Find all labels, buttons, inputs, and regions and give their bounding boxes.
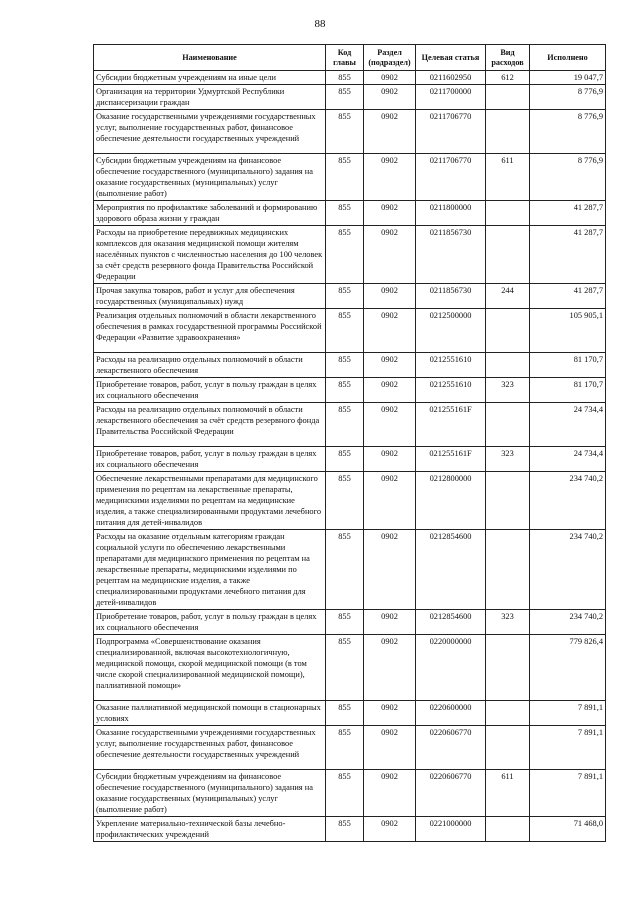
- cell-section: 0902: [364, 472, 416, 530]
- cell-code: 855: [326, 447, 364, 472]
- cell-code: 855: [326, 726, 364, 770]
- cell-expense-type: 244: [486, 284, 530, 309]
- header-name: Наименование: [94, 45, 326, 71]
- cell-executed: 8 776,9: [530, 110, 606, 154]
- cell-article: 0211800000: [416, 201, 486, 226]
- cell-expense-type: [486, 110, 530, 154]
- cell-code: 855: [326, 472, 364, 530]
- cell-article: 0211700000: [416, 85, 486, 110]
- cell-section: 0902: [364, 378, 416, 403]
- cell-expense-type: [486, 403, 530, 447]
- cell-name: Приобретение товаров, работ, услуг в пользу граждан в целях их социального обеспечения: [94, 610, 326, 635]
- table-row: [94, 817, 606, 842]
- cell-executed: 8 776,9: [530, 85, 606, 110]
- cell-executed: 7 891,1: [530, 701, 606, 726]
- cell-section: 0902: [364, 701, 416, 726]
- table-row: [94, 201, 606, 226]
- table-row: [94, 530, 606, 610]
- cell-name: Расходы на реализацию отдельных полномочий в области лекарственного обеспечения за счёт средств резервного фонда Правительства Российской Федерации: [94, 403, 326, 447]
- cell-section: 0902: [364, 110, 416, 154]
- cell-code: 855: [326, 403, 364, 447]
- cell-section: 0902: [364, 201, 416, 226]
- page-number: 88: [314, 18, 326, 30]
- cell-article: 0211602950: [416, 71, 486, 85]
- cell-section: 0902: [364, 530, 416, 610]
- table-row: [94, 472, 606, 530]
- cell-expense-type: [486, 635, 530, 701]
- cell-name: Оказание государственными учреждениями государственных услуг, выполнение государственных работ, финансовое обеспечение деятельности государственных учреждений: [94, 726, 326, 770]
- cell-name: Субсидии бюджетным учреждениям на финансовое обеспечение государственного (муниципального) задания на оказание государственных (муниципальных) услуг (выполнение работ): [94, 770, 326, 817]
- table-row: [94, 447, 606, 472]
- table-row: [94, 85, 606, 110]
- cell-name: Приобретение товаров, работ, услуг в пользу граждан в целях их социального обеспечения: [94, 447, 326, 472]
- cell-executed: 7 891,1: [530, 770, 606, 817]
- cell-article: 021255161F: [416, 447, 486, 472]
- table-row: [94, 226, 606, 284]
- header-article: Целевая статья: [416, 45, 486, 71]
- cell-expense-type: [486, 530, 530, 610]
- cell-expense-type: [486, 309, 530, 353]
- cell-article: 021255161F: [416, 403, 486, 447]
- cell-expense-type: 611: [486, 770, 530, 817]
- cell-article: 0212500000: [416, 309, 486, 353]
- cell-executed: 234 740,2: [530, 530, 606, 610]
- cell-article: 0220606770: [416, 726, 486, 770]
- table-row: [94, 154, 606, 201]
- cell-expense-type: [486, 817, 530, 842]
- table-row: [94, 71, 606, 85]
- cell-name: Расходы на оказание отдельным категориям граждан социальной услуги по обеспечению лекарственными препаратами для медицинского применения по рецептам на лекарственные препараты, медицинскими изделиями по рецептам на медицинские изделия, а также специализированными продуктами лечебного питания для детей-инвалидов: [94, 530, 326, 610]
- budget-table: [93, 44, 606, 842]
- cell-executed: 24 734,4: [530, 403, 606, 447]
- cell-article: 0220000000: [416, 635, 486, 701]
- cell-code: 855: [326, 610, 364, 635]
- cell-article: 0212551610: [416, 353, 486, 378]
- cell-article: 0211856730: [416, 284, 486, 309]
- table-row: [94, 110, 606, 154]
- cell-name: Приобретение товаров, работ, услуг в пользу граждан в целях их социального обеспечения: [94, 378, 326, 403]
- cell-code: 855: [326, 635, 364, 701]
- cell-executed: 19 047,7: [530, 71, 606, 85]
- cell-expense-type: [486, 701, 530, 726]
- table-row: [94, 309, 606, 353]
- table-row: [94, 701, 606, 726]
- cell-executed: 24 734,4: [530, 447, 606, 472]
- header-section: Раздел (подраздел): [364, 45, 416, 71]
- cell-executed: 105 905,1: [530, 309, 606, 353]
- cell-section: 0902: [364, 403, 416, 447]
- cell-executed: 7 891,1: [530, 726, 606, 770]
- cell-section: 0902: [364, 309, 416, 353]
- cell-executed: 234 740,2: [530, 610, 606, 635]
- cell-executed: 41 287,7: [530, 201, 606, 226]
- cell-code: 855: [326, 110, 364, 154]
- cell-code: 855: [326, 530, 364, 610]
- cell-expense-type: [486, 353, 530, 378]
- header-expense-type: Вид расходов: [486, 45, 530, 71]
- cell-name: Оказание государственными учреждениями государственных услуг, выполнение государственных работ, финансовое обеспечение деятельности государственных учреждений: [94, 110, 326, 154]
- table-row: [94, 284, 606, 309]
- cell-code: 855: [326, 154, 364, 201]
- cell-name: Подпрограмма «Совершенствование оказания специализированной, включая высокотехнологичную, медицинской помощи, скорой медицинской помощи (в том числе скорой специализированной медицинской помощи), паллиативной помощи»: [94, 635, 326, 701]
- cell-article: 0212551610: [416, 378, 486, 403]
- table-row: [94, 770, 606, 817]
- cell-name: Организация на территории Удмуртской Республики диспансеризации граждан: [94, 85, 326, 110]
- cell-expense-type: [486, 726, 530, 770]
- cell-section: 0902: [364, 726, 416, 770]
- table-row: [94, 353, 606, 378]
- cell-executed: 81 170,7: [530, 353, 606, 378]
- cell-section: 0902: [364, 154, 416, 201]
- cell-name: Субсидии бюджетным учреждениям на финансовое обеспечение государственного (муниципального) задания на оказание государственных (муниципальных) услуг (выполнение работ): [94, 154, 326, 201]
- cell-name: Укрепление материально-технической базы лечебно-профилактических учреждений: [94, 817, 326, 842]
- table-row: [94, 726, 606, 770]
- cell-section: 0902: [364, 226, 416, 284]
- cell-executed: 41 287,7: [530, 226, 606, 284]
- cell-code: 855: [326, 353, 364, 378]
- cell-name: Обеспечение лекарственными препаратами для медицинского применения по рецептам на лекарственные препараты, медицинскими изделиями по рецептам на медицинские изделия, а также специализированными продуктами лечебного питания для детей-инвалидов: [94, 472, 326, 530]
- cell-section: 0902: [364, 85, 416, 110]
- table-row: [94, 610, 606, 635]
- cell-article: 0221000000: [416, 817, 486, 842]
- cell-executed: 8 776,9: [530, 154, 606, 201]
- cell-article: 0211706770: [416, 154, 486, 201]
- cell-section: 0902: [364, 71, 416, 85]
- table-row: [94, 403, 606, 447]
- cell-expense-type: [486, 85, 530, 110]
- cell-article: 0212854600: [416, 610, 486, 635]
- cell-section: 0902: [364, 635, 416, 701]
- cell-expense-type: [486, 472, 530, 530]
- cell-name: Прочая закупка товаров, работ и услуг для обеспечения государственных (муниципальных) нужд: [94, 284, 326, 309]
- cell-name: Оказание паллиативной медицинской помощи в стационарных условиях: [94, 701, 326, 726]
- cell-expense-type: [486, 201, 530, 226]
- cell-article: 0220606770: [416, 770, 486, 817]
- cell-section: 0902: [364, 610, 416, 635]
- cell-name: Расходы на реализацию отдельных полномочий в области лекарственного обеспечения: [94, 353, 326, 378]
- cell-code: 855: [326, 770, 364, 817]
- cell-section: 0902: [364, 353, 416, 378]
- cell-code: 855: [326, 817, 364, 842]
- header-executed: Исполнено: [530, 45, 606, 71]
- cell-expense-type: 612: [486, 71, 530, 85]
- cell-name: Субсидии бюджетным учреждениям на иные цели: [94, 71, 326, 85]
- table-header: [94, 45, 606, 71]
- cell-name: Мероприятия по профилактике заболеваний и формированию здорового образа жизни у граждан: [94, 201, 326, 226]
- cell-expense-type: 323: [486, 378, 530, 403]
- cell-name: Расходы на приобретение передвижных медицинских комплексов для оказания медицинской помощи жителям населённых пунктов с численностью населения до 100 человек за счёт средств резервного фонда Правительства Российской Федерации: [94, 226, 326, 284]
- cell-article: 0211706770: [416, 110, 486, 154]
- cell-executed: 81 170,7: [530, 378, 606, 403]
- table-body: [94, 71, 606, 842]
- cell-code: 855: [326, 309, 364, 353]
- cell-executed: 41 287,7: [530, 284, 606, 309]
- cell-expense-type: [486, 226, 530, 284]
- cell-code: 855: [326, 71, 364, 85]
- cell-executed: 234 740,2: [530, 472, 606, 530]
- cell-article: 0211856730: [416, 226, 486, 284]
- cell-expense-type: 611: [486, 154, 530, 201]
- table-row: [94, 635, 606, 701]
- cell-section: 0902: [364, 770, 416, 817]
- cell-section: 0902: [364, 284, 416, 309]
- cell-code: 855: [326, 226, 364, 284]
- cell-expense-type: 323: [486, 610, 530, 635]
- header-code: Код главы: [326, 45, 364, 71]
- cell-expense-type: 323: [486, 447, 530, 472]
- cell-executed: 779 826,4: [530, 635, 606, 701]
- cell-code: 855: [326, 201, 364, 226]
- cell-name: Реализация отдельных полномочий в области лекарственного обеспечения в рамках государственной программы Российской Федерации «Развитие здравоохранения»: [94, 309, 326, 353]
- cell-executed: 71 468,0: [530, 817, 606, 842]
- cell-code: 855: [326, 701, 364, 726]
- cell-article: 0212854600: [416, 530, 486, 610]
- table-row: [94, 378, 606, 403]
- cell-article: 0220600000: [416, 701, 486, 726]
- cell-section: 0902: [364, 447, 416, 472]
- cell-code: 855: [326, 378, 364, 403]
- cell-code: 855: [326, 85, 364, 110]
- cell-section: 0902: [364, 817, 416, 842]
- cell-code: 855: [326, 284, 364, 309]
- cell-article: 0212800000: [416, 472, 486, 530]
